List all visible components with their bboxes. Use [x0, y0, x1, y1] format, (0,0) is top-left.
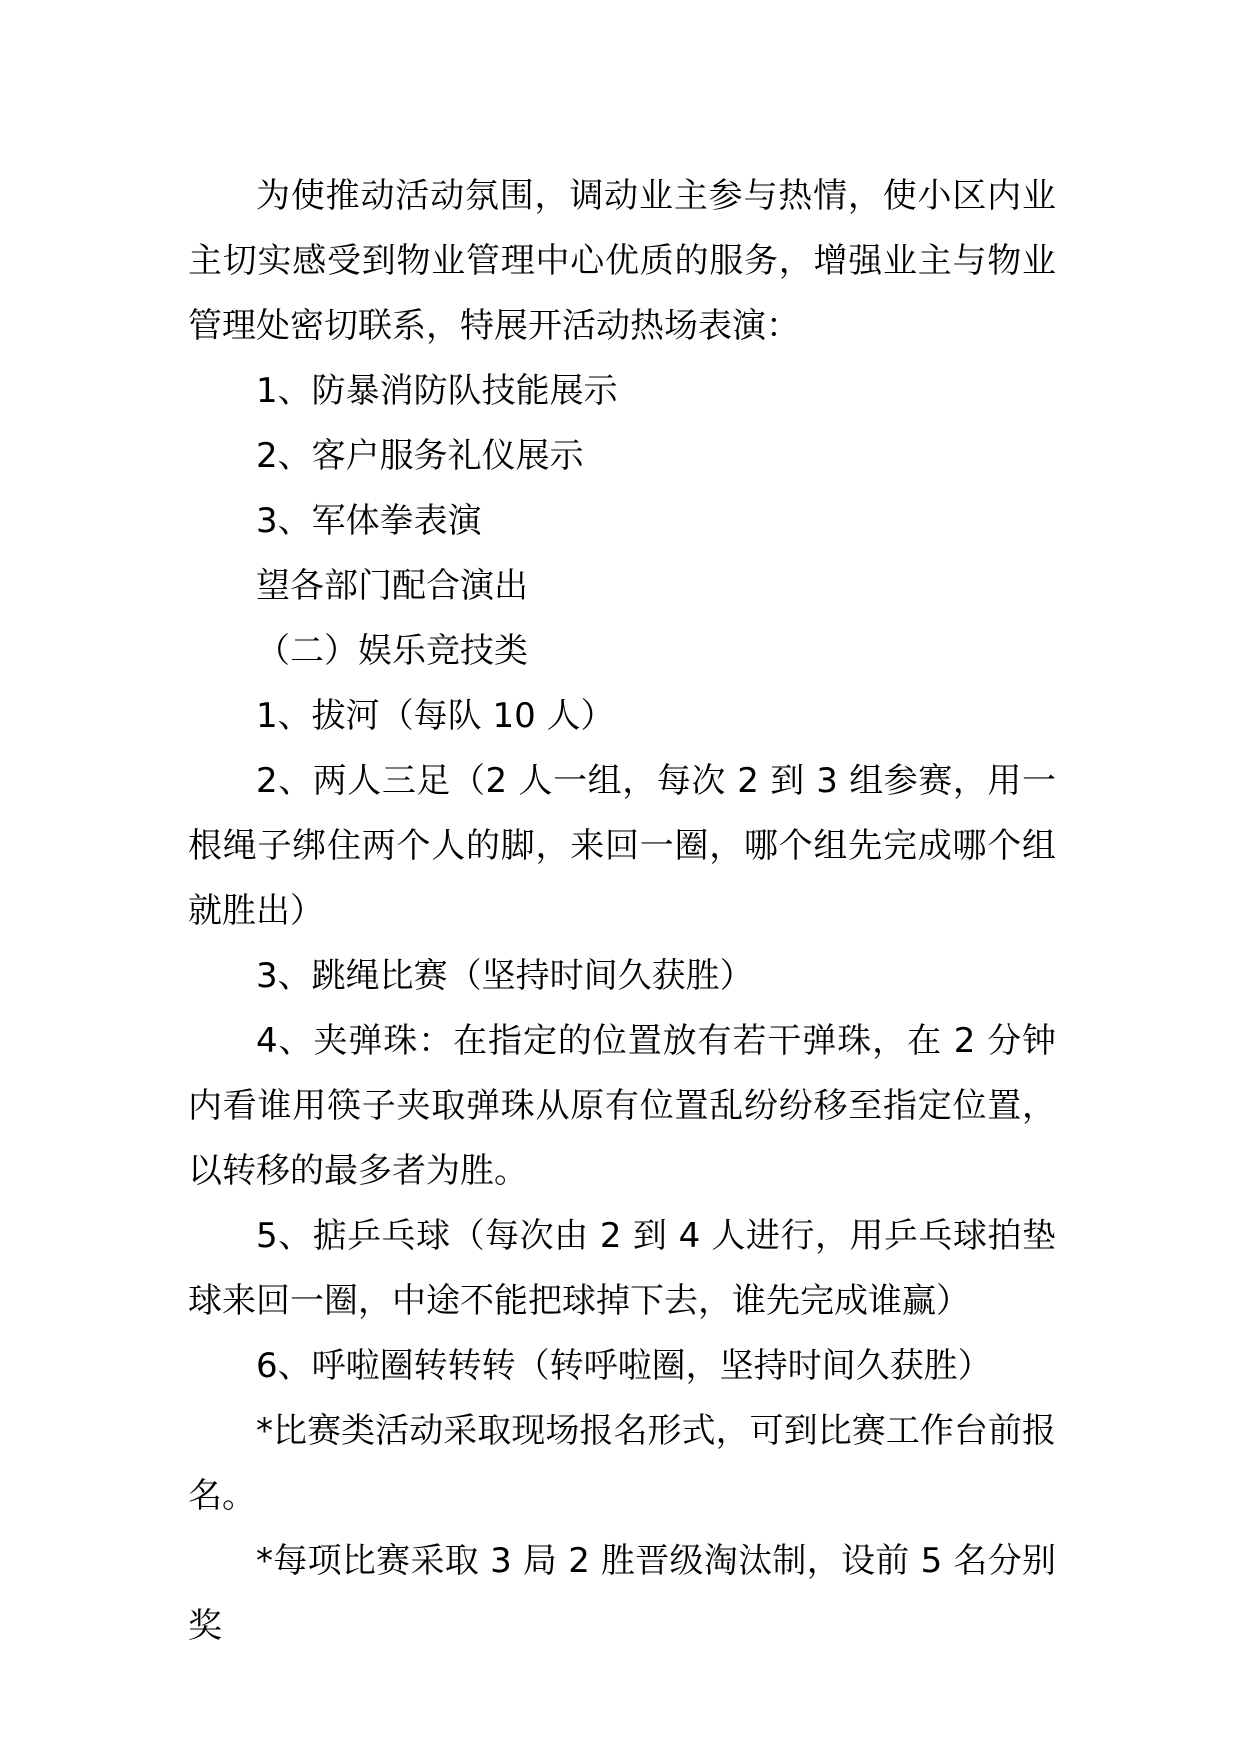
cooperation-note: 望各部门配合演出: [256, 566, 528, 606]
intro-paragraph: 为使推动活动氛围，调动业主参与热情，使小区内业主切实感受到物业管理中心优质的服务，增强业主与物业管理处密切联系，特展开活动热场表演：: [188, 176, 1056, 346]
rules-note: *每项比赛采取 3 局 2 胜晋级淘汰制，设前 5 名分别奖: [188, 1541, 1056, 1646]
competition-item-5: 5、掂乒乓球（每次由 2 到 4 人进行，用乒乓球拍垫球来回一圈，中途不能把球掉下去，谁先完成谁赢）: [188, 1216, 1056, 1321]
section-heading: （二）娱乐竞技类: [256, 631, 528, 671]
performance-item-3: 3、军体拳表演: [256, 501, 482, 541]
performance-item-1: 1、防暴消防队技能展示: [256, 371, 618, 411]
competition-item-3: 3、跳绳比赛（坚持时间久获胜）: [256, 956, 754, 996]
competition-item-1: 1、拔河（每队 10 人）: [256, 696, 615, 736]
competition-item-4: 4、夹弹珠：在指定的位置放有若干弹珠，在 2 分钟内看谁用筷子夹取弹珠从原有位置乱纷纷移至指定位置，以转移的最多者为胜。: [188, 1021, 1056, 1191]
registration-note: *比赛类活动采取现场报名形式，可到比赛工作台前报名。: [188, 1411, 1056, 1516]
performance-item-2: 2、客户服务礼仪展示: [256, 436, 584, 476]
competition-item-6: 6、呼啦圈转转转（转呼啦圈，坚持时间久获胜）: [256, 1346, 992, 1386]
competition-item-2: 2、两人三足（2 人一组，每次 2 到 3 组参赛，用一根绳子绑住两个人的脚，来回一圈，哪个组先完成哪个组就胜出）: [188, 761, 1056, 931]
document-body: [188, 164, 1056, 1659]
